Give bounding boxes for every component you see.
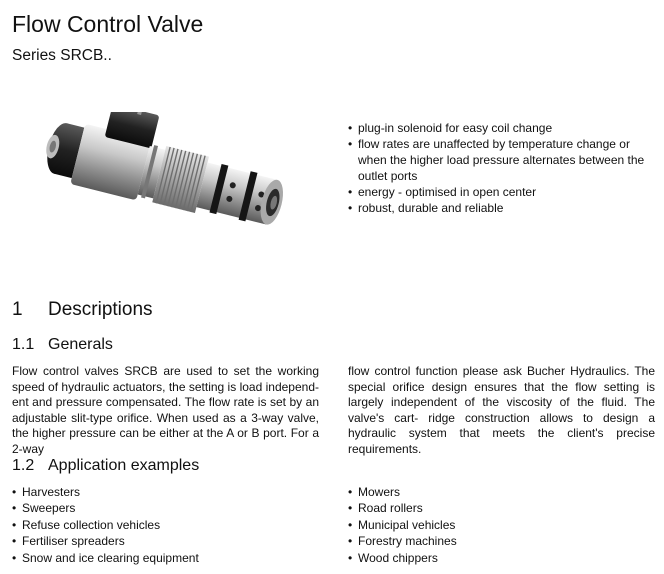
valve-product-image [30,112,288,280]
page-title: Flow Control Valve [12,11,204,37]
application-list-right [348,484,658,566]
application-item: • Sweepers [12,500,322,516]
application-list-left [12,484,322,566]
application-item: • Refuse collection vehicles [12,517,322,533]
application-item: • Fertiliser spreaders [12,533,322,549]
feature-list [348,120,658,216]
application-item: • Mowers [348,484,658,500]
section-number: 1.1 [12,336,35,353]
feature-item: • energy - optimised in open center [348,184,658,200]
application-item: • Municipal vehicles [348,517,658,533]
application-item: • Wood chippers [348,550,658,566]
section-number: 1 [12,299,23,320]
section-heading-descriptions [12,298,153,322]
feature-item: • robust, durable and reliable [348,200,658,216]
generals-text-left: Flow control valves SRCB are used to set the working speed of hydraulic actuators, the setting is load independ- ent and pressure compensated. The flow rate is set by an adjustable slit-type orifice. When used as a 3-way valve, the higher pressure can be either at the A or B port. For a 2-way [12,364,319,456]
section-title: Descriptions [48,299,153,320]
feature-item: • plug-in solenoid for easy coil change [348,120,658,136]
section-number: 1.2 [12,457,35,474]
application-item: • Road rollers [348,500,658,516]
section-heading-application-examples [12,456,199,476]
application-item: • Forestry machines [348,533,658,549]
page-subtitle: Series SRCB.. [12,47,112,64]
section-title: Generals [48,336,113,353]
section-heading-generals [12,335,113,355]
section-title: Application examples [48,457,200,474]
application-item: • Snow and ice clearing equipment [12,550,322,566]
feature-item: • flow rates are unaffected by temperature change or when the higher load pressure alternates between the outlet ports [348,136,658,184]
application-item: • Harvesters [12,484,322,500]
generals-text-right: flow control function please ask Bucher Hydraulics. The special orifice design ensures that the flow setting is largely independent of the viscosity of the fluid. The valve's cart- ridge construction allows to design a hydraulic system that meets the client's precise requirements. [348,364,655,456]
